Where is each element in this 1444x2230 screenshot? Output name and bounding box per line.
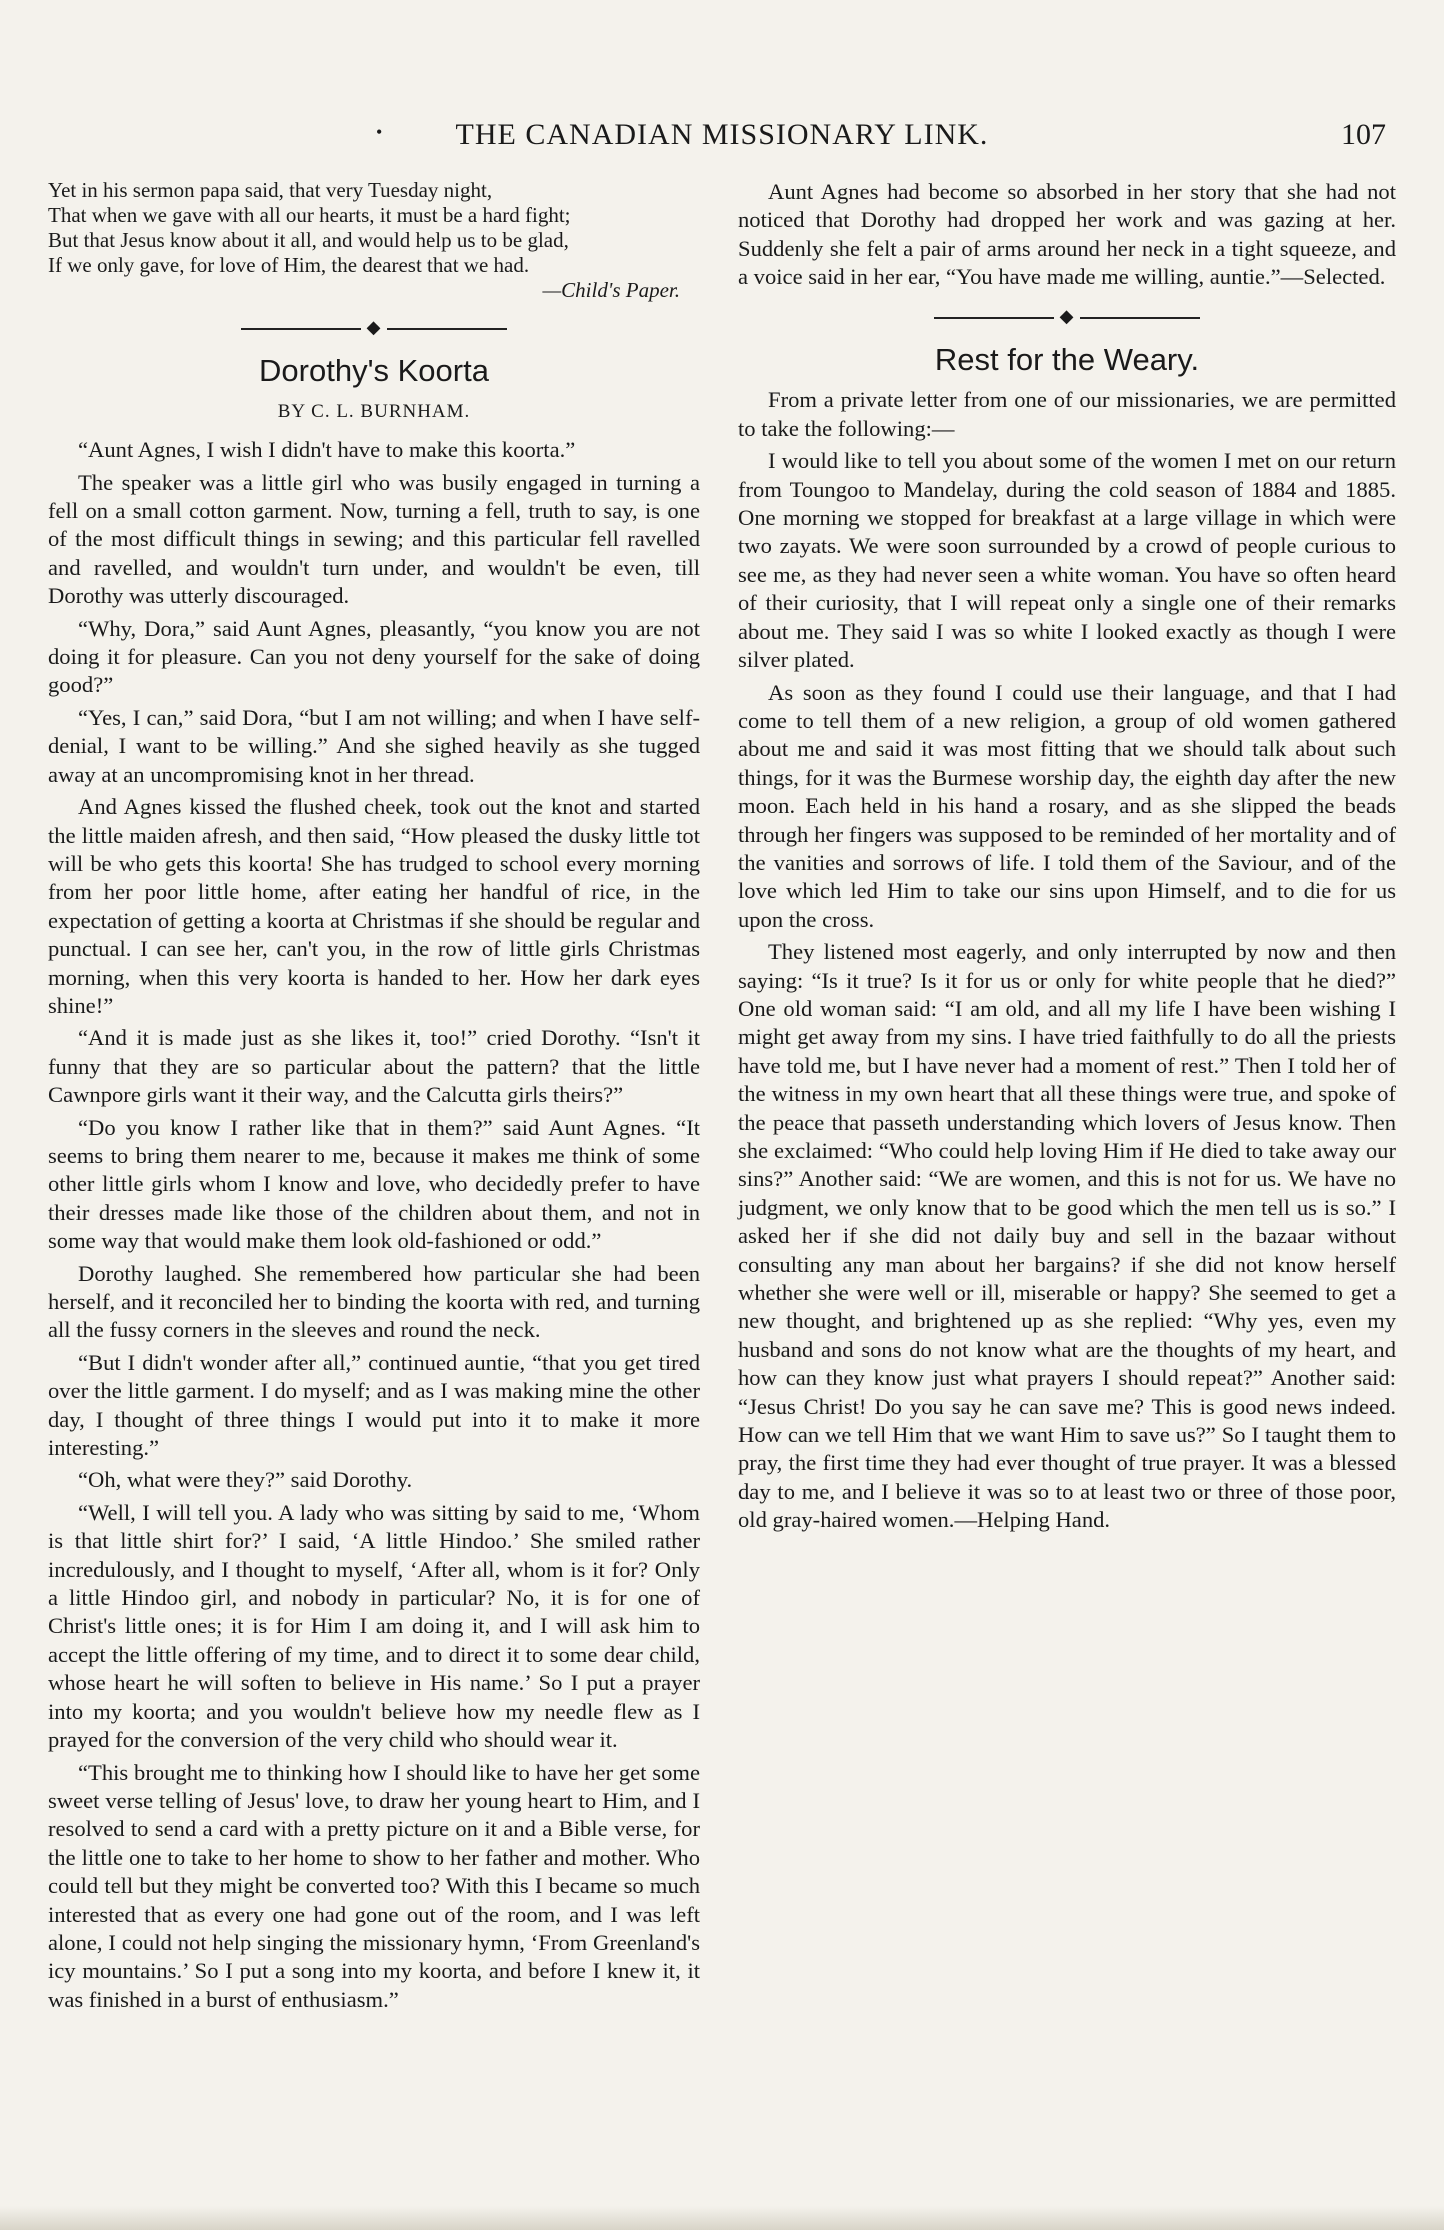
paragraph: “Aunt Agnes, I wish I didn't have to make this koorta.” [78, 437, 576, 463]
article-byline: BY C. L. BURNHAM. [277, 400, 471, 422]
article-title: Dorothy's Koorta [259, 353, 489, 389]
paragraph: “Why, Dora,” said Aunt Agnes, pleasantly, “you know you are not doing it for pleasure. Can you not deny yourself for the sake of doing good?” [48, 615, 700, 698]
paragraph: “Oh, what were they?” said Dorothy. [78, 1467, 413, 1493]
paragraph: “Well, I will tell you. A lady who was sitting by said to me, ‘Whom is that little shirt for?’ I said, ‘A little Hindoo.’ She smiled rather incredulously, and I thought to myself, ‘After all, whom is it for? Only a little Hindoo girl, and nobody in particular? No, it is for one of Christ's little ones; it is for Him I am doing it, and I will ask him to accept the little offering of my time, and to direct it to some dear child, whose heart he will soften to believe in His name.’ So I put a prayer into my koorta; and you wouldn't believe how my needle flew as I prayed for the conversion of the very child who should wear it. [48, 1499, 700, 1753]
paragraph: They listened most eagerly, and only interrupted by now and then saying: “Is it true? Is it for us or only for white people that he died?” One old woman said: “I am old, and all my life I have been wishing I might get away from my sins. I have tried faithfully to do all the priests have told me, but I have never had a moment of rest.” Then I told her of the witness in my own heart that all these things were true, and spoke of the peace that passeth understanding which lovers of Jesus know. Then she exclaimed: “Who could help loving Him if He died to take away our sins?” Another said: “We are women, and this is not for us. We have no judgment, we only know that to be good which the men tell us is so.” I asked her if she did not daily buy and sell in the bazaar without consulting any man about her bargains? if she did not know herself whether she were well or ill, miserable or happy? She seemed to get a new thought, and brightened up as she replied: “Why yes, even my husband and sons do not know what are the thoughts of my heart, and how can they know just what prayers I should repeat?” Another said: “Jesus Christ! Do you say he can save me? This is good news indeed. How can we tell Him that we want Him to save us?” So I taught them to pray, the first time they had ever thought of true prayer. It was a blessed day to me, and I believe it was so to at least two or three of those poor, old gray-haired women.—Helping Hand. [738, 939, 1396, 1533]
poem-line: That when we gave with all our hearts, it must be a hard fight; [48, 203, 571, 227]
paragraph: As soon as they found I could use their language, and that I had come to tell them of a new religion, a group of old women gathered about me and said it was most fitting that we should talk about such things, for it was the Burmese worship day, the eighth day after the new moon. Each held in his hand a rosary, and as she slipped the beads through her fingers was supposed to be reminded of her mortality and of the vanities and sorrows of life. I told them of the Saviour, and of the love which led Him to take our sins upon Himself, and to die for us upon the cross. [738, 679, 1396, 932]
right-column [738, 178, 1396, 2206]
poem-line: But that Jesus know about it all, and would help us to be glad, [48, 228, 569, 252]
section-divider: ◆ [48, 313, 700, 341]
paragraph: The speaker was a little girl who was busily engaged in turning a fell on a small cotton garment. Now, turning a fell, truth to say, is one of the most difficult things in sewing; and this particular fell ravelled and ravelled, and wouldn't turn under, and wouldn't be even, till Dorothy was utterly discouraged. [48, 469, 700, 609]
poem-line: If we only gave, for love of Him, the dearest that we had. [48, 253, 530, 277]
ink-dot: • [376, 122, 383, 142]
poem-line: Yet in his sermon papa said, that very Tuesday night, [48, 178, 493, 202]
paragraph: “But I didn't wonder after all,” continued auntie, “that you get tired over the little garment. I do myself; and as I was making mine the other day, I thought of three things I would put into it to make it more interesting.” [48, 1349, 700, 1461]
paragraph-continued: “This brought me to thinking how I should like to have her get some sweet verse telling of Jesus' love, to draw her young heart to Him, and I resolved to send a card with a pretty picture on it and a Bible verse, for the little one to take to her home to show to her father and mother. Who could tell but they might be converted too? With this I became so much interested that as every one had gone out of the room, and I was left alone, I could not help singing the missionary hymn, ‘From Greenland's icy mountains.’ So I put a song into my koorta, and before I knew it, it was finished in a burst of enthusiasm.” [48, 1759, 700, 2012]
page-bottom-edge [0, 2206, 1444, 2230]
paragraph: Dorothy laughed. She remembered how particular she had been herself, and it reconciled her to binding the koorta with red, and turning all the fussy corners in the sleeves and round the neck. [48, 1260, 700, 1343]
paragraph: “Do you know I rather like that in them?” said Aunt Agnes. “It seems to bring them nearer to me, because it makes me think of some other little girls whom I know and love, who decidedly prefer to have their dresses made like those of the children about them, and not in some way that would make them look old-fashioned or odd.” [48, 1114, 700, 1254]
paragraph: And Agnes kissed the flushed cheek, took out the knot and started the little maiden afresh, and then said, “How pleased the dusky little tot will be who gets this koorta! She has trudged to school every morning from her poor little home, after eating her handful of rice, in the expectation of getting a koorta at Christmas if she should be regular and punctual. I can see her, can't you, in the row of little girls Christmas morning, when this very koorta is handed to her. How her dark eyes shine!” [48, 794, 700, 1018]
article-title: Rest for the Weary. [934, 342, 1200, 378]
page-number: 107 [1341, 118, 1386, 151]
page-header [0, 118, 1444, 158]
publication-title: THE CANADIAN MISSIONARY LINK. [455, 118, 989, 151]
paragraph: “And it is made just as she likes it, too!” cried Dorothy. “Isn't it funny that they are so particular about the pattern? that the little Cawnpore girls want it their way, and the Calcutta girls theirs?” [48, 1025, 700, 1108]
poem [48, 178, 700, 303]
poem-attribution: —Child's Paper. [542, 278, 680, 302]
left-column [48, 178, 700, 2206]
paragraph: Aunt Agnes had become so absorbed in her story that she had not noticed that Dorothy had dropped her work and was gazing at her. Suddenly she felt a pair of arms around her neck in a tight squeeze, and a voice said in her ear, “You have made me willing, auntie.”—Selected. [738, 179, 1396, 290]
paragraph: “Yes, I can,” said Dora, “but I am not willing; and when I have self-denial, I want to be willing.” And she sighed heavily as she tugged away at an uncompromising knot in her thread. [48, 704, 700, 787]
paragraph: I would like to tell you about some of the women I met on our return from Toungoo to Mandelay, during the cold season of 1884 and 1885. One morning we stopped for breakfast at a large village in which were two zayats. We were soon surrounded by a crowd of people curious to see me, as they had never seen a white woman. You have so often heard of their curiosity, that I will repeat only a single one of their remarks about me. They said I was so white I looked exactly as though I were silver plated. [738, 448, 1396, 673]
paragraph: From a private letter from one of our missionaries, we are permitted to take the following:— [738, 387, 1396, 441]
section-divider: ◆ [738, 302, 1396, 330]
